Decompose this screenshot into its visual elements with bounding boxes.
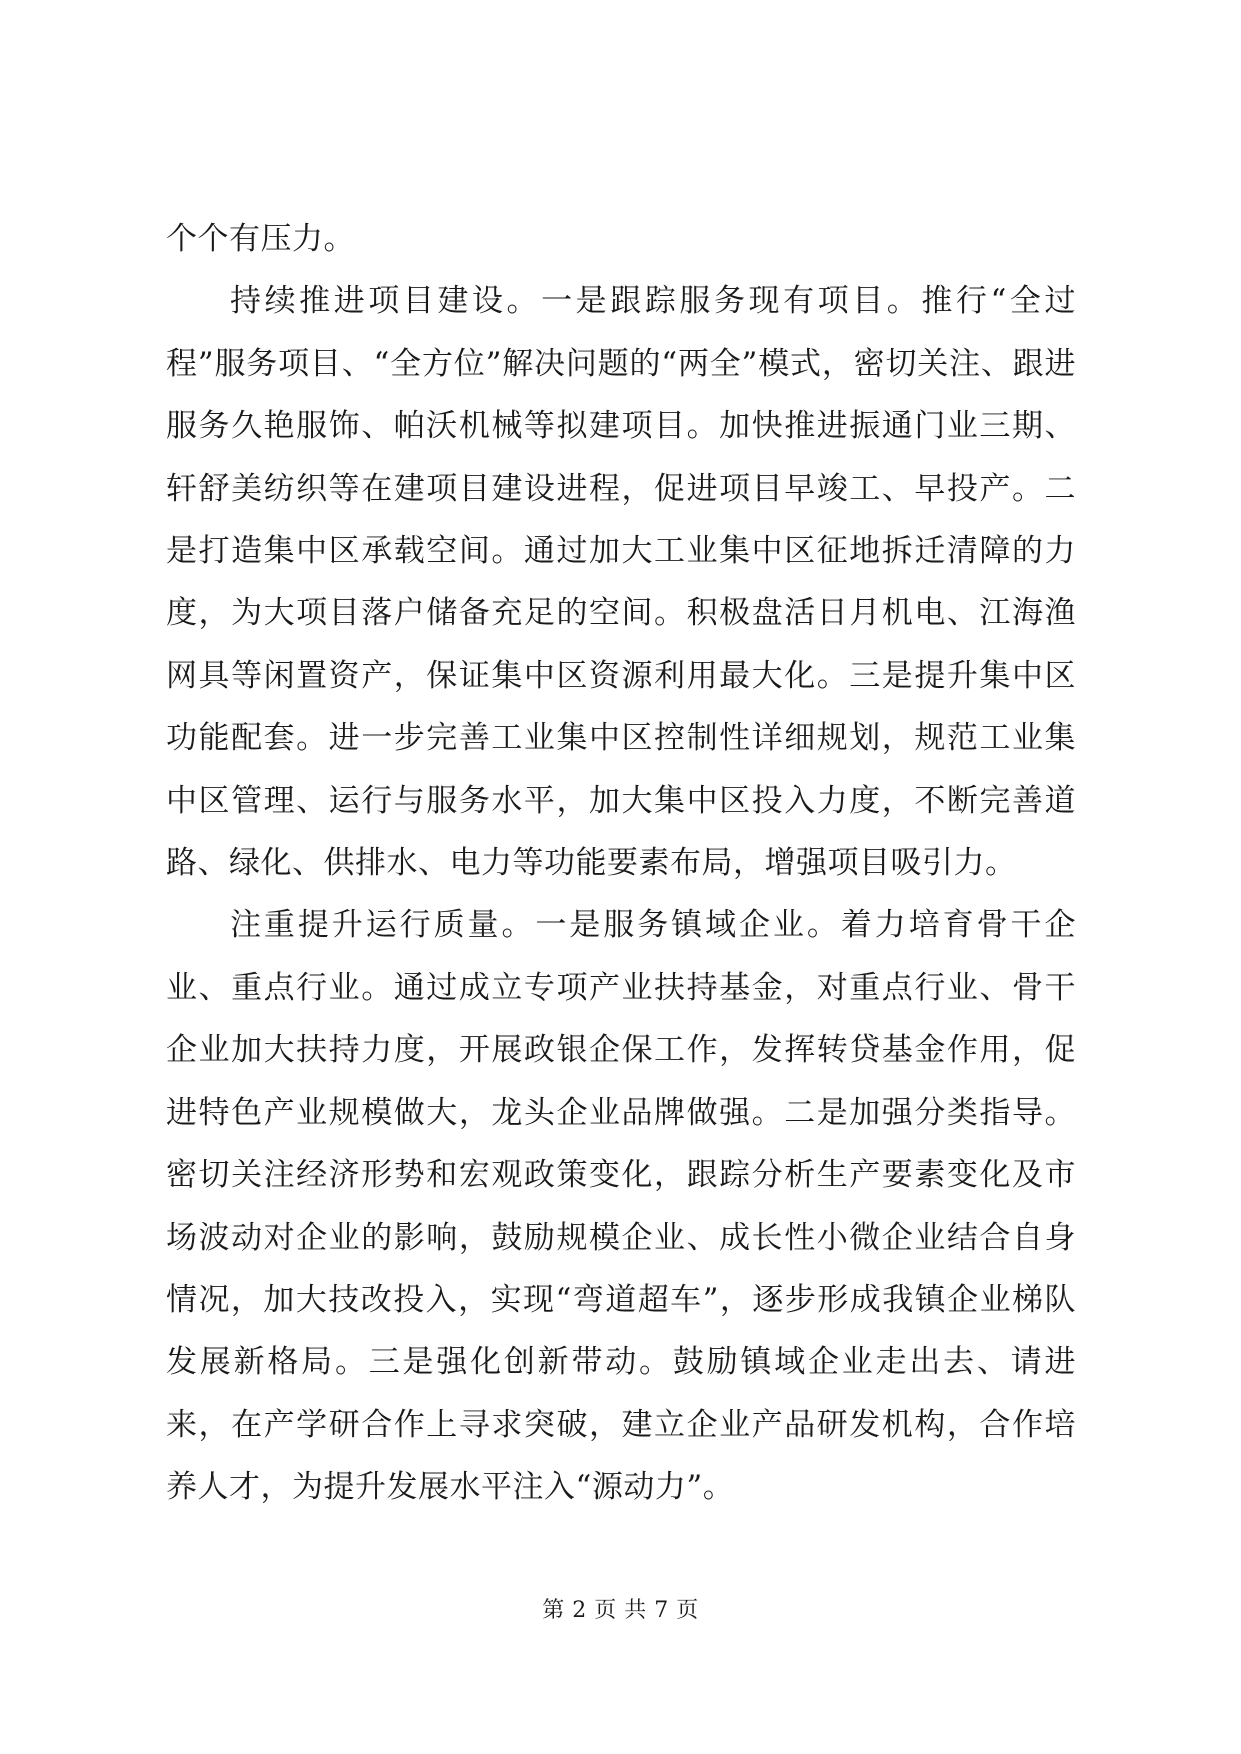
paragraph-continuation: 个个有压力。 <box>166 221 355 257</box>
document-body <box>166 208 1076 1519</box>
paragraph-project-construction: 持续推进项目建设。一是跟踪服务现有项目。推行“全过程”服务项目、“全方位”解决问题的“两全”模式，密切关注、跟进服务久艳服饰、帕沃机械等拟建项目。加快推进振通门业三期、轩舒美纺织等在建项目建设进程，促进项目早竣工、早投产。二是打造集中区承载空间。通过加大工业集中区征地拆迁清障的力度，为大项目落户储备充足的空间。积极盘活日月机电、江海渔网具等闲置资产，保证集中区资源利用最大化。三是提升集中区功能配套。进一步完善工业集中区控制性详细规划，规范工业集中区管理、运行与服务水平，加大集中区投入力度，不断完善道路、绿化、供排水、电力等功能要素布局，增强项目吸引力。 <box>166 283 1076 882</box>
paragraph-operation-quality: 注重提升运行质量。一是服务镇域企业。着力培育骨干企业、重点行业。通过成立专项产业扶持基金，对重点行业、骨干企业加大扶持力度，开展政银企保工作，发挥转贷基金作用，促进特色产业规模做大，龙头企业品牌做强。二是加强分类指导。密切关注经济形势和宏观政策变化，跟踪分析生产要素变化及市场波动对企业的影响，鼓励规模企业、成长性小微企业结合自身情况，加大技改投入，实现“弯道超车”，逐步形成我镇企业梯队发展新格局。三是强化创新带动。鼓励镇域企业走出去、请进来，在产学研合作上寻求突破，建立企业产品研发机构，合作培养人才，为提升发展水平注入“源动力”。 <box>166 907 1076 1506</box>
page-number-footer: 第 2 页 共 7 页 <box>542 1598 699 1623</box>
